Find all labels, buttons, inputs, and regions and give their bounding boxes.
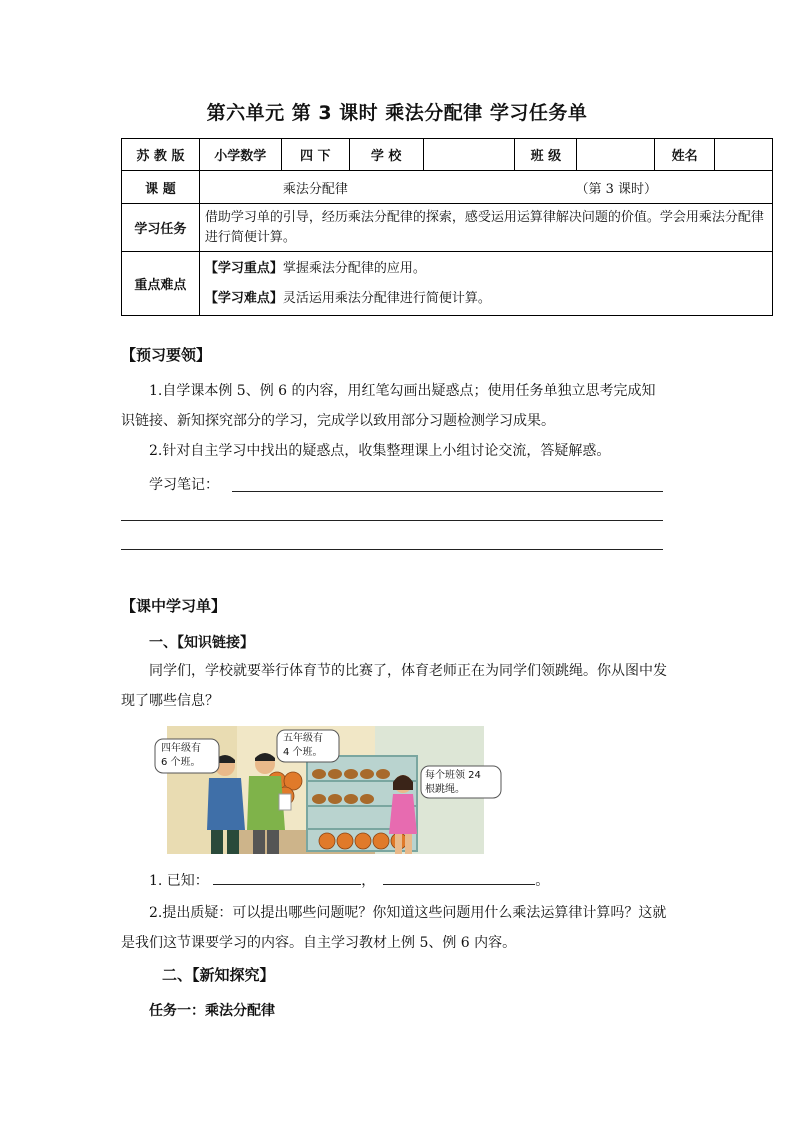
new-knowledge-heading: 二、【新知探究】 <box>162 966 275 984</box>
preview-item-1: 1.自学课本例 5、例 6 的内容，用红笔勾画出疑惑点；使用任务单独立思考完成知识链接、新知探究部分的学习，完成学以致用部分习题检测学习成果。 <box>121 383 656 429</box>
key-point-tag: 【学习重点】 <box>204 260 283 276</box>
bubble-grade-four-line2: 6 个班。 <box>161 757 201 768</box>
known-blank-1[interactable] <box>213 870 361 885</box>
knowledge-link-heading: 一、【知识链接】 <box>149 635 254 651</box>
bubble-ropes-line1: 每个班领 24 <box>425 770 481 781</box>
name-label: 姓名 <box>655 139 715 171</box>
task-label: 学习任务 <box>122 204 200 252</box>
notes-line-3[interactable] <box>121 549 663 550</box>
topic-label: 课 题 <box>122 171 200 204</box>
publisher-cell: 苏 教 版 <box>122 139 200 171</box>
school-field[interactable] <box>423 139 515 171</box>
key-point <box>205 254 767 284</box>
difficult-point-text: 灵活运用乘法分配律进行简便计算。 <box>282 290 491 306</box>
school-label: 学 校 <box>349 139 423 171</box>
class-label: 班 级 <box>515 139 577 171</box>
inclass-heading: 【课中学习单】 <box>121 597 227 615</box>
bubble-grade-four <box>161 742 201 770</box>
info-table <box>121 138 773 316</box>
notes-label: 学习笔记： <box>149 477 219 493</box>
known-label: 1. 已知： <box>149 873 209 889</box>
preview-heading: 【预习要领】 <box>121 346 212 364</box>
knowledge-intro: 同学们，学校就要举行体育节的比赛了，体育老师正在为同学们领跳绳。你从图中发现了哪些信息？ <box>121 663 667 709</box>
period-text: （第 3 课时） <box>575 181 657 197</box>
jump-rope-illustration <box>161 726 484 854</box>
page-title: 第六单元 第 3 课时 乘法分配律 学习任务单 <box>206 102 588 124</box>
known-comma: ， <box>361 873 376 889</box>
bubble-ropes-line2: 根跳绳。 <box>425 784 465 795</box>
task-1-heading: 任务一：乘法分配律 <box>149 1003 275 1019</box>
task-content: 借助学习单的引导，经历乘法分配律的探索，感受运用运算律解决问题的价值。学会用乘法分配律进行简便计算。 <box>199 204 772 252</box>
known-period: 。 <box>535 873 550 889</box>
topic-text: 乘法分配律 <box>282 181 348 197</box>
preview-item-2: 2.针对自主学习中找出的疑惑点，收集整理课上小组讨论交流，答疑解惑。 <box>149 443 611 459</box>
bubble-grade-four-line1: 四年级有 <box>161 743 201 754</box>
class-field[interactable] <box>577 139 655 171</box>
key-point-text: 掌握乘法分配律的应用。 <box>282 260 426 276</box>
known-blank-2[interactable] <box>383 870 535 885</box>
notes-line-1[interactable] <box>232 491 663 492</box>
notes-line-2[interactable] <box>121 520 663 521</box>
focus-label: 重点难点 <box>122 252 200 316</box>
bubble-grade-five <box>283 732 323 760</box>
focus-cell <box>199 252 772 316</box>
difficult-point <box>205 284 767 314</box>
bubble-grade-five-line1: 五年级有 <box>283 733 323 744</box>
grade-cell: 四 下 <box>281 139 349 171</box>
difficult-point-tag: 【学习难点】 <box>204 290 283 306</box>
question-2: 2.提出质疑：可以提出哪些问题呢？你知道这些问题用什么乘法运算律计算吗？这就是我们这节课要学习的内容。自主学习教材上例 5、例 6 内容。 <box>121 905 667 951</box>
bubble-ropes <box>425 769 481 797</box>
name-field[interactable] <box>715 139 773 171</box>
known-row <box>149 866 649 896</box>
subject-cell: 小学数学 <box>199 139 281 171</box>
bubble-grade-five-line2: 4 个班。 <box>283 747 323 758</box>
topic-cell <box>199 171 772 204</box>
